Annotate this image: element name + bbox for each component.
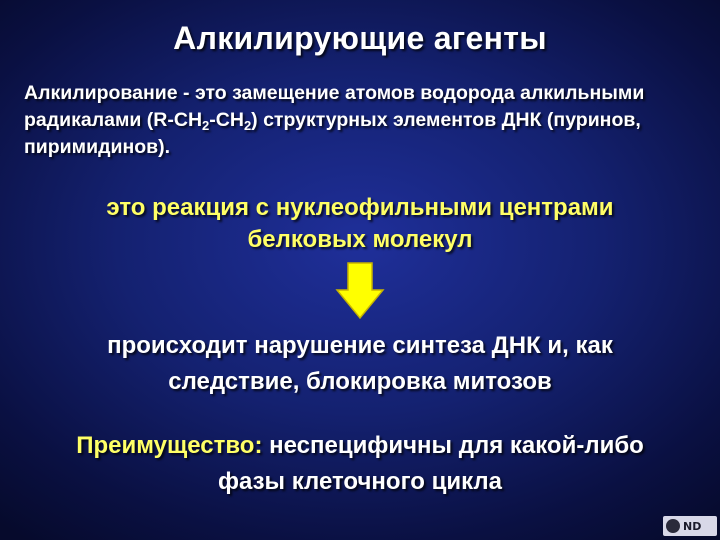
logo-emblem-icon bbox=[666, 519, 680, 533]
advantage-line-2: фазы клеточного цикла bbox=[217, 468, 502, 495]
advantage-statement bbox=[0, 428, 720, 500]
definition-subscript-1: 2 bbox=[202, 118, 210, 133]
down-arrow-icon bbox=[335, 262, 385, 320]
reaction-line-2: белковых молекул bbox=[247, 226, 473, 253]
down-arrow-shape bbox=[337, 263, 383, 318]
definition-paragraph bbox=[24, 80, 704, 161]
logo-text: ND bbox=[683, 519, 702, 533]
definition-text-part1: - это замещение атомов водорода алкильными радикалами (R-CH bbox=[24, 82, 645, 131]
advantage-label: Преимущество: bbox=[76, 432, 263, 459]
definition-text-part3: ) структурных элементов ДНК (пуринов, пиримидинов). bbox=[24, 109, 641, 158]
definition-subscript-2: 2 bbox=[243, 118, 252, 133]
definition-term: Алкилирование bbox=[24, 82, 178, 104]
slide-title: Алкилирующие агенты bbox=[173, 20, 547, 56]
reaction-statement bbox=[0, 192, 720, 256]
reaction-line-1: это реакция с нуклеофильными центрами bbox=[106, 194, 614, 221]
advantage-line-1 bbox=[0, 428, 720, 464]
advantage-text-1: неспецифичны для какой-либо bbox=[262, 432, 644, 459]
consequence-line-1: происходит нарушение синтеза ДНК и, как bbox=[107, 332, 613, 359]
corner-logo bbox=[663, 516, 717, 536]
consequence-line-2: следствие, блокировка митозов bbox=[168, 368, 552, 395]
definition-text-part2: -CH bbox=[209, 109, 244, 131]
consequence-statement bbox=[0, 328, 720, 400]
